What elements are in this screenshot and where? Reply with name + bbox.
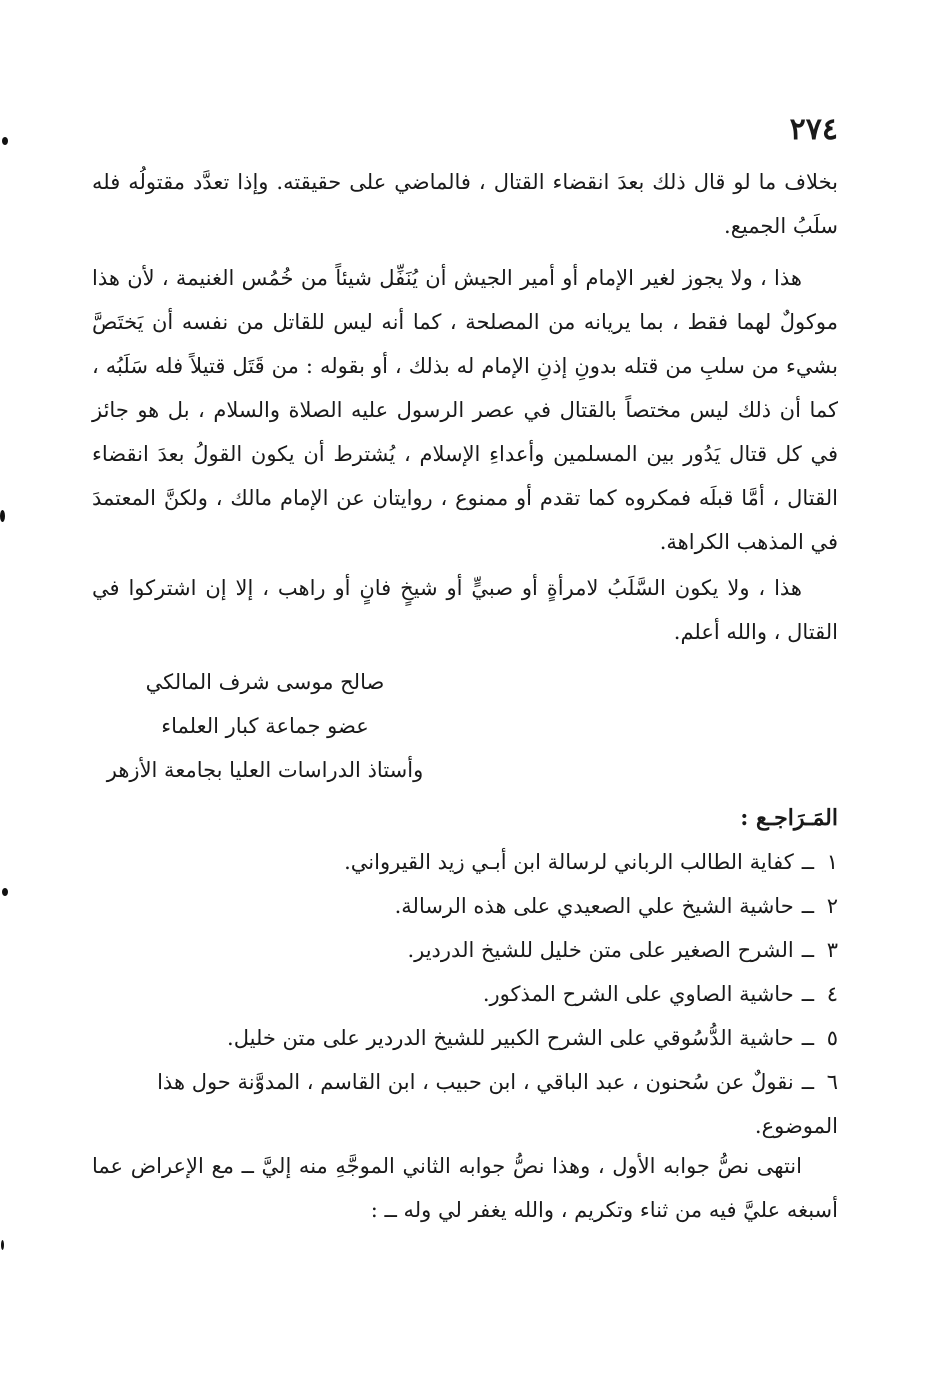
reference-text: حاشية الدُّسُوقي على الشرح الكبير للشيخ الدردير على متن خليل. [227,1026,794,1050]
signature-position: وأستاذ الدراسات العليا بجامعة الأزهر [106,758,424,782]
reference-text: الشرح الصغير على متن خليل للشيخ الدردير. [407,938,794,962]
reference-item [92,884,838,928]
signature-name: صالح موسى شرف المالكي [145,670,385,694]
reference-number: ٢ [826,894,838,918]
margin-dot [2,888,8,896]
page-number: ٢٧٤ [789,112,838,147]
paragraph-text: انتهى نصُّ جوابه الأول ، وهذا نصُّ جوابه الثاني الموجَّهِ منه إليَّ ــ مع الإعراض عما أسبغه عليَّ فيه من ثناء وتكريم ، والله يغفر لي وله ــ : [92,1154,838,1222]
reference-item [92,928,838,972]
reference-dash: ــ [801,894,814,918]
signature-role: عضو جماعة كبار العلماء [161,714,369,738]
reference-dash: ــ [801,982,814,1006]
reference-dash: ــ [801,850,814,874]
reference-text: كفاية الطالب الرباني لرسالة ابن أبـي زيد القيرواني. [344,850,794,874]
reference-dash: ــ [801,938,814,962]
margin-dot [0,510,5,522]
closing-paragraph [92,1144,838,1232]
references-heading: المَـرَاجـع : [740,805,838,831]
reference-number: ٤ [826,982,838,1006]
margin-dot [2,137,8,145]
reference-item [92,840,838,884]
paragraph-2 [92,256,838,564]
reference-number: ٦ [826,1070,838,1094]
paragraph-text: هذا ، ولا يجوز لغير الإمام أو أمير الجيش أن يُنَفِّل شيئاً من خُمُس الغنيمة ، لأن هذا موكولٌ لهما فقط ، بما يريانه من المصلحة ، كما أنه ليس للقاتل من نفسه أن يَختَصَّ بشيء من سلبِ من قتله بدونِ إذنِ الإمام له بذلك ، أو بقوله : من قَتَل قتيلاً فله سَلَبُه ، كما أن ذلك ليس مختصاً بالقتال في عصر الرسول عليه الصلاة والسلام ، بل هو جائز في كل قتال يَدُور بين المسلمين وأعداءِ الإسلام ، يُشترط أن يكون القولُ بعدَ انقضاء القتال ، أمَّا قبلَه فمكروه كما تقدم أو ممنوع ، روايتان عن الإمام مالك ، ولكنَّ المعتمدَ في المذهب الكراهة. [92,266,838,554]
reference-number: ٣ [826,938,838,962]
reference-item [92,1060,838,1148]
reference-text: حاشية الصاوي على الشرح المذكور. [482,982,794,1006]
paragraph-text: هذا ، ولا يكون السَّلَبُ لامرأةٍ أو صبيٍّ أو شيخٍ فانٍ أو راهب ، إلا إن اشتركوا في القتال ، والله أعلم. [92,576,838,644]
reference-number: ١ [826,850,838,874]
references-list [92,840,838,1148]
reference-dash: ــ [801,1070,814,1094]
paragraph-3 [92,566,838,654]
reference-number: ٥ [826,1026,838,1050]
reference-text: نقولٌ عن سُحنون ، عبد الباقي ، ابن حبيب ، ابن القاسم ، المدوَّنة حول هذا الموضوع. [157,1070,838,1138]
paragraph-1 [92,160,838,248]
margin-dot [1,1240,4,1250]
reference-text: حاشية الشيخ علي الصعيدي على هذه الرسالة. [394,894,794,918]
reference-dash: ــ [801,1026,814,1050]
reference-item [92,1016,838,1060]
paragraph-text: بخلاف ما لو قال ذلك بعدَ انقضاء القتال ، فالماضي على حقيقته. وإذا تعدَّد مقتولُه فله سلَبُ الجميع. [92,170,838,238]
reference-item [92,972,838,1016]
signature-block [100,660,430,792]
